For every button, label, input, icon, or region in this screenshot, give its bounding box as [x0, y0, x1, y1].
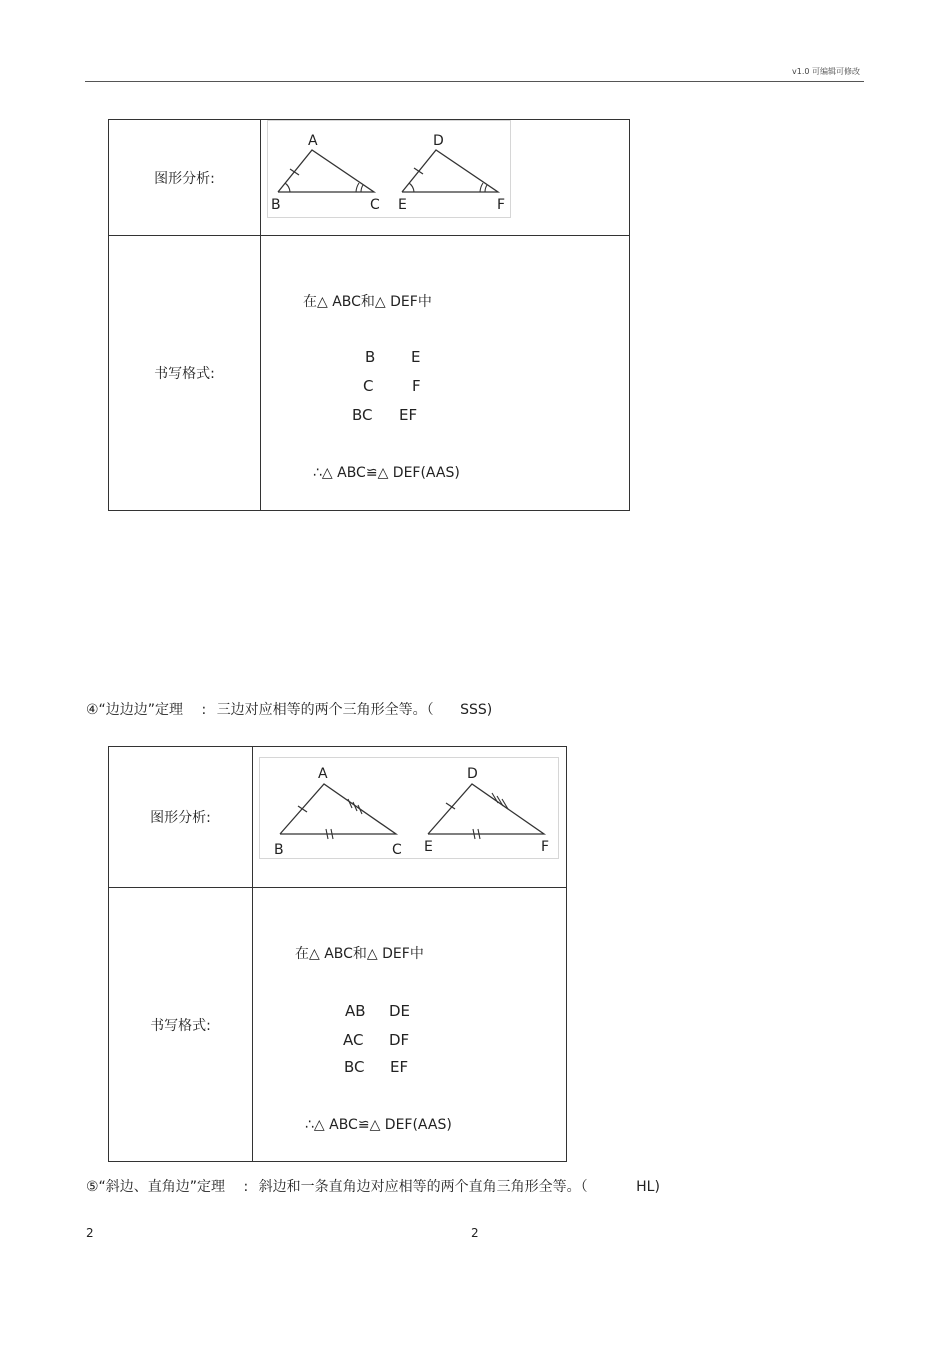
aas-table — [108, 119, 630, 511]
writing-label: 书写格式: — [150, 1017, 211, 1034]
theorem-hl-abbr: HL) — [636, 1179, 660, 1195]
theorem-hl-prefix: ⑤“斜边、直角边”定理 — [86, 1179, 226, 1195]
theorem-sss-abbr: SSS) — [460, 702, 493, 718]
figure-cell — [261, 120, 630, 236]
tick-ab — [290, 169, 299, 175]
vertex-d: D — [467, 766, 478, 782]
proof-row-right: EF — [399, 406, 418, 424]
angle-arc-c2 — [361, 185, 363, 192]
proof-row-left: C — [363, 377, 374, 395]
angle-arc-f2 — [485, 185, 487, 192]
triangle-def — [402, 150, 498, 192]
theorem-hl-text: 斜边和一条直角边对应相等的两个直角三角形全等。（ — [258, 1179, 588, 1195]
writing-cell — [253, 888, 567, 1162]
vertex-e: E — [398, 197, 407, 213]
angle-arc-b — [285, 183, 290, 192]
proof-conclusion: ∴△ ABC≌△ DEF(AAS) — [305, 1117, 452, 1133]
figure-label: 图形分析: — [154, 170, 215, 187]
vertex-c: C — [392, 842, 402, 858]
writing-label-cell — [109, 888, 253, 1162]
proof-row-right: F — [412, 377, 421, 395]
vertex-a: A — [318, 766, 328, 782]
proof-row-3 — [352, 406, 417, 424]
figure-cell — [253, 747, 567, 888]
vertex-f: F — [541, 839, 550, 855]
angle-arc-c1 — [356, 183, 359, 192]
proof-row-left: BC — [344, 1058, 365, 1076]
proof-row-right: DE — [389, 1002, 411, 1020]
figure-label-cell — [109, 120, 261, 236]
vertex-b: B — [271, 197, 281, 213]
vertex-f: F — [497, 197, 506, 213]
header-rule — [85, 81, 864, 82]
angle-arc-f1 — [480, 183, 483, 192]
proof-row-3 — [344, 1058, 408, 1076]
vertex-d: D — [433, 133, 444, 149]
proof-row-2 — [363, 377, 421, 395]
proof-row-left: AB — [345, 1002, 366, 1020]
proof-row-right: DF — [389, 1031, 410, 1049]
theorem-sss-colon: : — [201, 702, 207, 718]
writing-label-cell — [109, 236, 261, 511]
proof-row-left: B — [365, 348, 376, 366]
tick-df-2 — [497, 796, 503, 806]
writing-label: 书写格式: — [154, 366, 215, 382]
sss-triangles-figure — [259, 757, 559, 859]
theorem-sss-text: 三边对应相等的两个三角形全等。（ — [216, 702, 434, 718]
vertex-e: E — [424, 839, 433, 855]
proof-row-left: AC — [343, 1031, 364, 1049]
proof-row-1 — [365, 348, 420, 366]
triangle-def — [428, 784, 544, 834]
proof-row-right: E — [411, 348, 421, 366]
theorem-hl — [86, 1176, 660, 1196]
aas-triangles-figure — [267, 120, 511, 218]
vertex-b: B — [274, 842, 284, 858]
proof-row-right: EF — [390, 1058, 409, 1076]
proof-intro: 在△ ABC和△ DEF中 — [303, 294, 432, 310]
theorem-hl-colon: : — [243, 1179, 249, 1195]
header-note: v1.0 可编辑可修改 — [792, 67, 860, 76]
theorem-sss-prefix: ④“边边边”定理 — [86, 702, 184, 718]
proof-row-2 — [343, 1031, 409, 1049]
writing-cell — [261, 236, 630, 511]
sss-table — [108, 746, 567, 1162]
proof-row-1 — [345, 1002, 410, 1020]
vertex-a: A — [308, 133, 318, 149]
proof-intro: 在△ ABC和△ DEF中 — [295, 946, 424, 962]
figure-label-cell — [109, 747, 253, 888]
tick-de — [414, 168, 423, 174]
vertex-c: C — [370, 197, 380, 213]
triangle-abc — [280, 784, 396, 834]
footer-page-number-left: 2 — [86, 1226, 94, 1240]
angle-arc-e — [409, 183, 414, 192]
proof-conclusion: ∴△ ABC≌△ DEF(AAS) — [313, 465, 460, 481]
proof-row-left: BC — [352, 406, 373, 424]
theorem-sss — [86, 699, 492, 719]
figure-label: 图形分析: — [150, 810, 211, 826]
footer-page-number-center: 2 — [471, 1226, 479, 1240]
